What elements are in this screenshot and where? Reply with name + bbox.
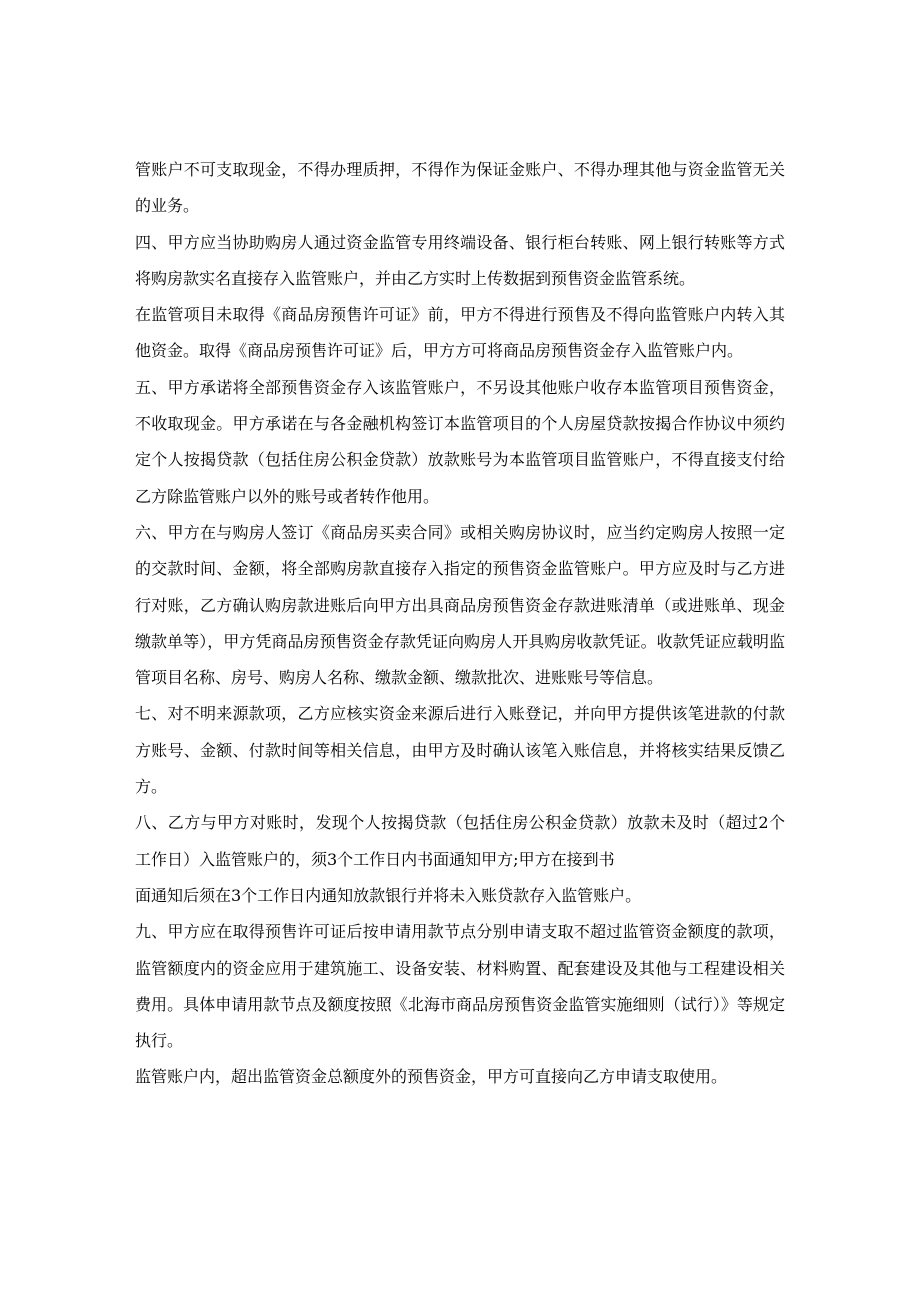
paragraph-clause-7: 七、对不明来源款项，乙方应核实资金来源后进行入账登记，并向甲方提供该笔进款的付款方账号、金额、付款时间等相关信息，由甲方及时确认该笔入账信息，并将核实结果反馈乙方。 xyxy=(135,704,785,797)
paragraph-clause-8-continued: 面通知后须在3个工作日内通知放款银行并将未入账贷款存入监管账户。 xyxy=(135,885,642,905)
paragraph-clause-9: 九、甲方应在取得预售许可证后按申请用款节点分别申请支取不超过监管资金额度的款项，监管额度内的资金应用于建筑施工、设备安装、材料购置、配套建设及其他与工程建设相关费用。具体申请用款节点及额度按照《北海市商品房预售资金监管实施细则（试行）》等规定执行。 xyxy=(135,922,785,1051)
paragraph-clause-6: 六、甲方在与购房人签订《商品房买卖合同》或相关购房协议时，应当约定购房人按照一定的交款时间、金额，将全部购房款直接存入指定的预售资金监管账户。甲方应及时与乙方进行对账，乙方确认购房款进账后向甲方出具商品房预售资金存款进账清单（或进账单、现金缴款单等），甲方凭商品房预售资金存款凭证向购房人开具购房收款凭证。收款凭证应载明监管项目名称、房号、购房人名称、缴款金额、缴款批次、进账账号等信息。 xyxy=(135,522,785,688)
paragraph-presale-permit: 在监管项目未取得《商品房预售许可证》前，甲方不得进行预售及不得向监管账户内转入其他资金。取得《商品房预售许可证》后，甲方方可将商品房预售资金存入监管账户内。 xyxy=(135,305,785,361)
paragraph-clause-4: 四、甲方应当协助购房人通过资金监管专用终端设备、银行柜台转账、网上银行转账等方式将购房款实名直接存入监管账户，并由乙方实时上传数据到预售资金监管系统。 xyxy=(135,232,785,288)
paragraph-excess-funds: 监管账户内，超出监管资金总额度外的预售资金，甲方可直接向乙方申请支取使用。 xyxy=(135,1067,728,1087)
paragraph-account-restrictions: 管账户不可支取现金，不得办理质押，不得作为保证金账户、不得办理其他与资金监管无关的业务。 xyxy=(135,160,785,216)
paragraph-clause-8: 八、乙方与甲方对账时，发现个人按揭贷款（包括住房公积金贷款）放款未及时（超过2个工作日）入监管账户的，须3个工作日内书面通知甲方;甲方在接到书 xyxy=(135,813,785,869)
paragraph-clause-5: 五、甲方承诺将全部预售资金存入该监管账户，不另设其他账户收存本监管项目预售资金，不收取现金。甲方承诺在与各金融机构签订本监管项目的个人房屋贷款按揭合作协议中须约定个人按揭贷款（包括住房公积金贷款）放款账号为本监管项目监管账户，不得直接支付给乙方除监管账户以外的账号或者转作他用。 xyxy=(135,377,785,506)
document-body xyxy=(135,152,785,1096)
